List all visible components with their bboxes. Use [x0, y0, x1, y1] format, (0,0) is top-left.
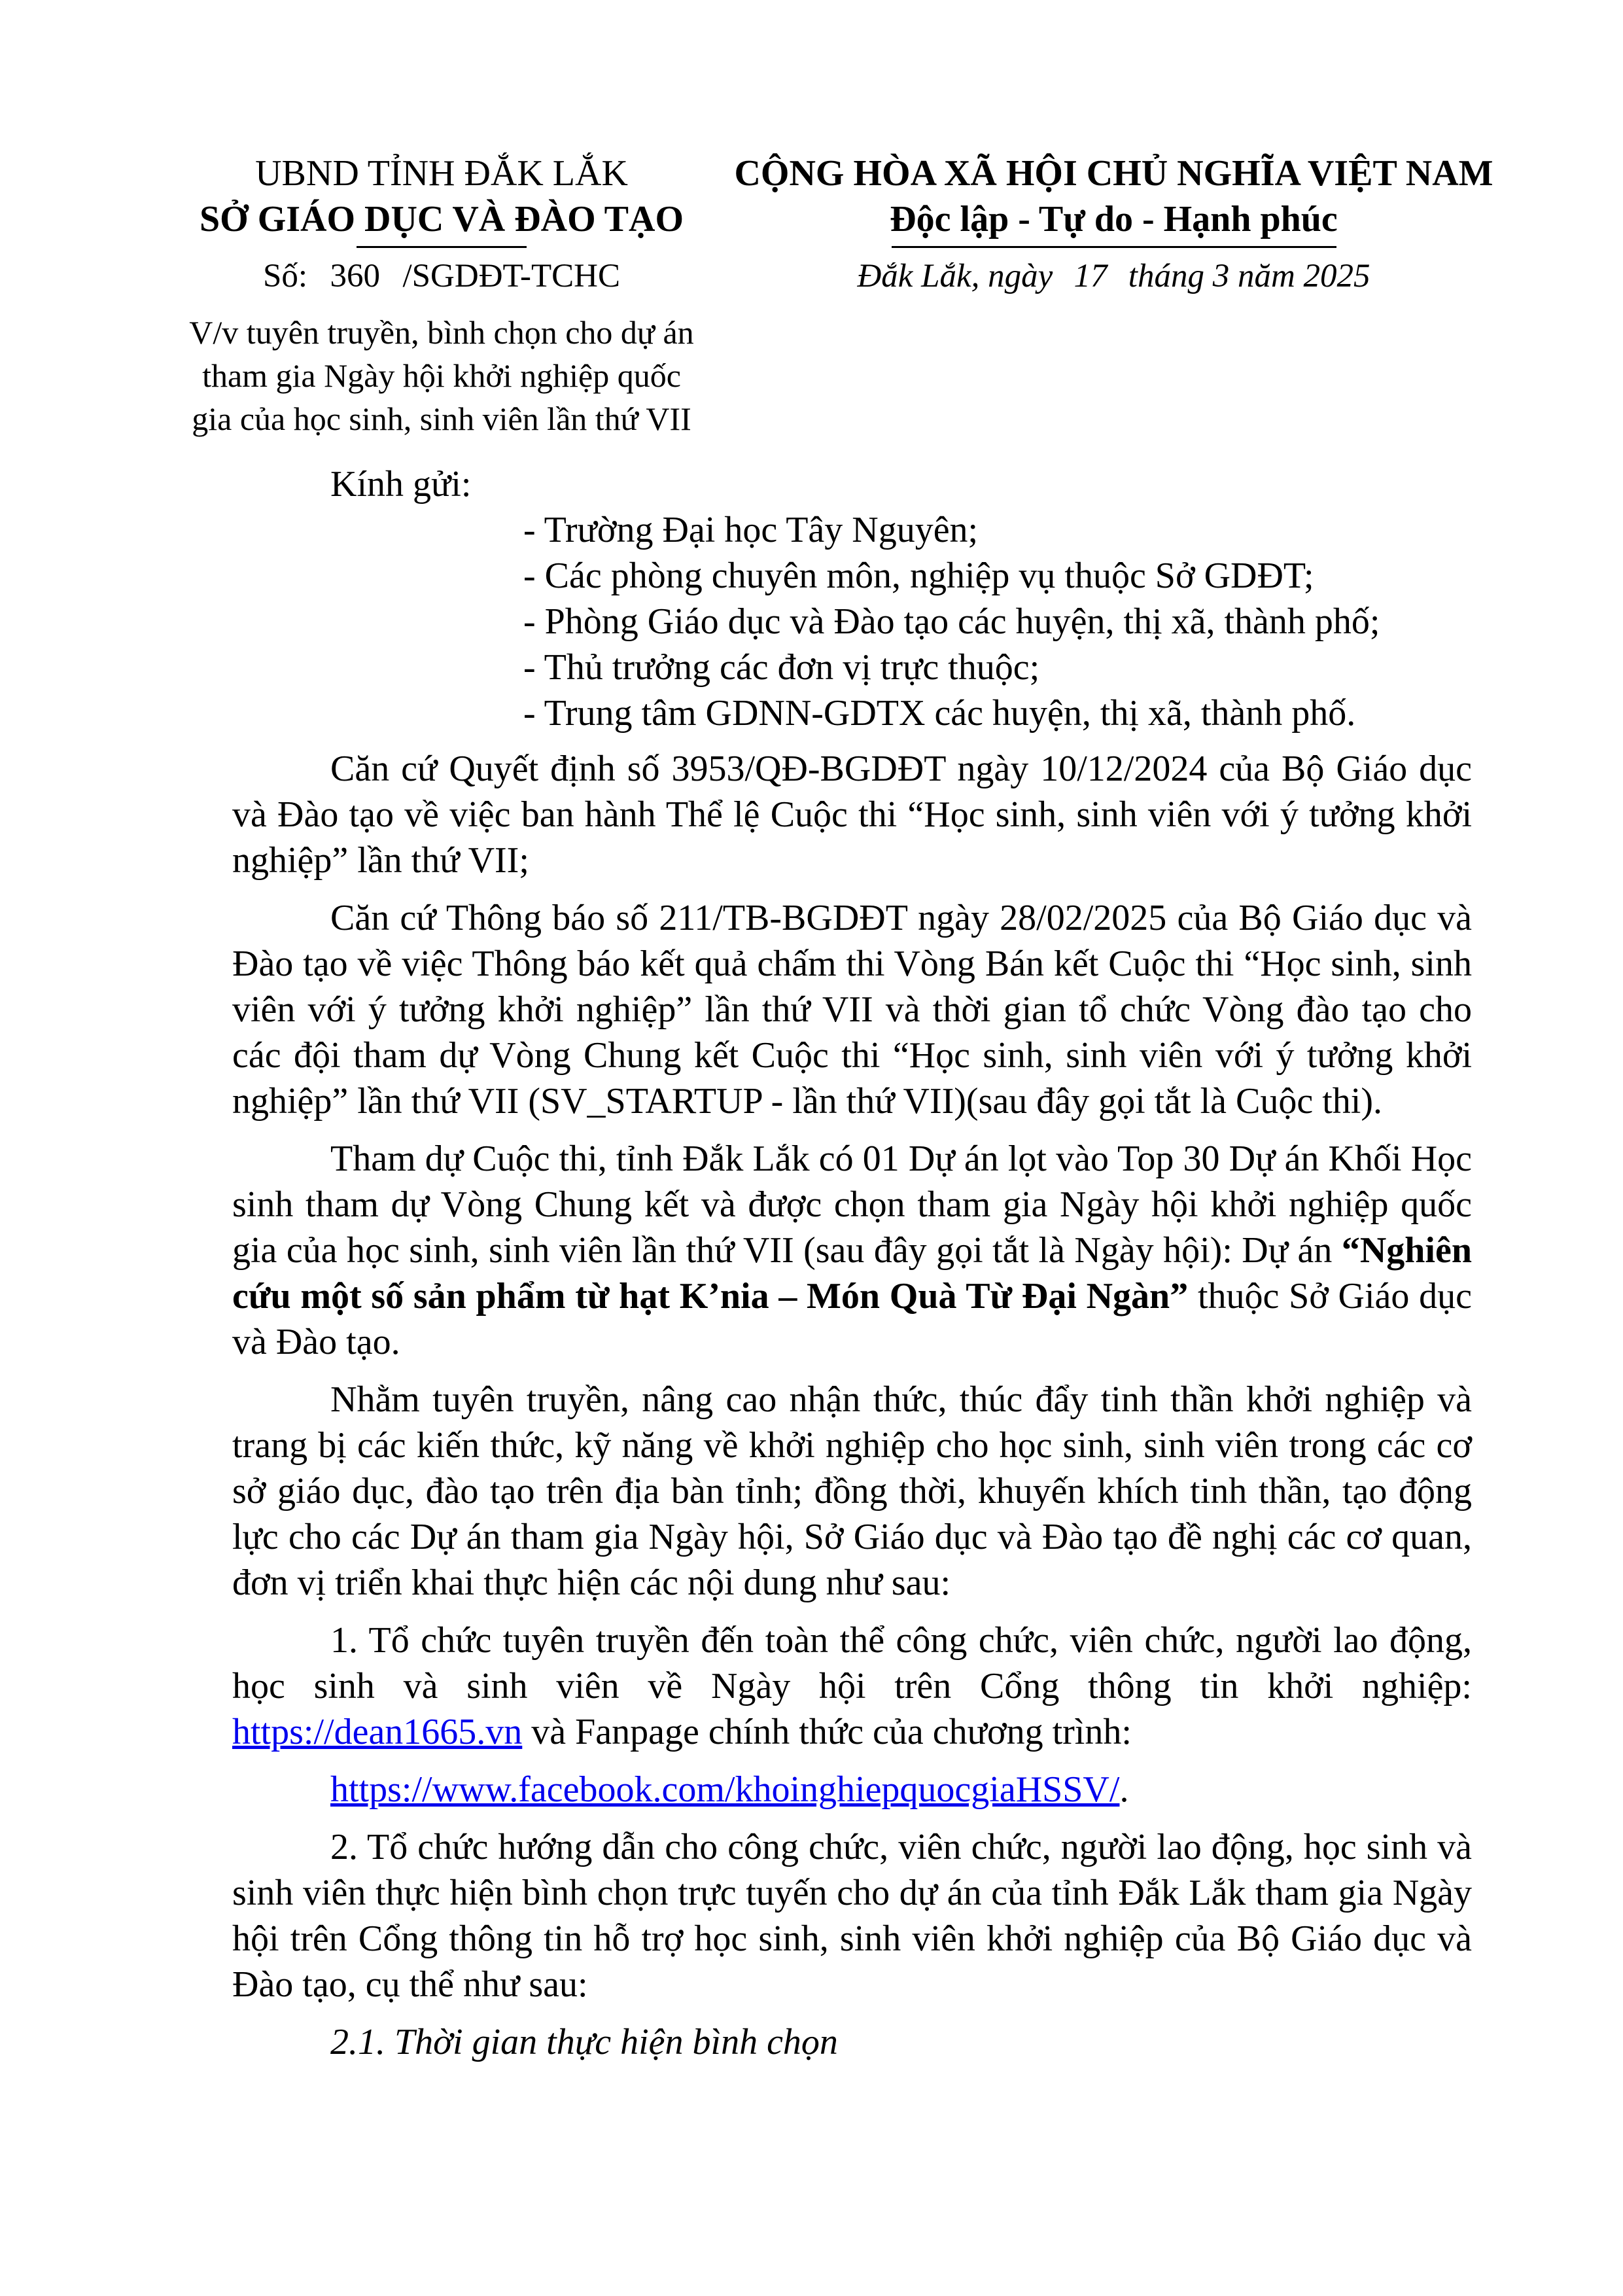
national-motto: Độc lập - Tự do - Hạnh phúc [890, 199, 1338, 239]
issuing-authority-block [131, 150, 752, 440]
recipient-item: - Thủ trưởng các đơn vị trực thuộc; [523, 647, 1040, 688]
issue-place: Đắk Lắk, ngày [857, 258, 1053, 294]
project-paragraph [232, 1136, 1472, 1365]
document-number-value: 360 [330, 258, 381, 294]
document-subject [131, 311, 752, 440]
item-2-paragraph: 2. Tổ chức hướng dẫn cho công chức, viên chức, người lao động, học sinh và sinh viên thực hiện bình chọn trực tuyến cho dự án của tỉnh Đắk Lắk tham gia Ngày hội trên Cổng thông tin hỗ trợ học sinh, sinh viên khởi nghiệp của Bộ Giáo dục và Đào tạo, cụ thể như sau: [232, 1827, 1472, 2005]
recipient-item: - Các phòng chuyên môn, nghiệp vụ thuộc Sở GDĐT; [523, 556, 1314, 596]
organization-name: SỞ GIÁO DỤC VÀ ĐÀO TẠO [199, 199, 684, 239]
issue-date [723, 253, 1505, 299]
item-1-text-end: và Fanpage chính thức của chương trình: [531, 1712, 1132, 1752]
subject-line: gia của học sinh, sinh viên lần thứ VII [192, 400, 691, 437]
purpose-paragraph: Nhằm tuyên truyền, nâng cao nhận thức, thúc đẩy tinh thần khởi nghiệp và trang bị các kiến thức, kỹ năng về khởi nghiệp cho học sinh, sinh viên trong các cơ sở giáo dục, đào tạo trên địa bàn tỉnh; đồng thời, khuyến khích tinh thần, tạo động lực cho các Dự án tham gia Ngày hội, Sở Giáo dục và Đào tạo đề nghị các cơ quan, đơn vị triển khai thực hiện các nội dung như sau: [232, 1379, 1472, 1603]
project-owner-text: thuộc Sở Giáo dục và Đào tạo. [232, 1276, 1472, 1362]
legal-basis-paragraph: Căn cứ Thông báo số 211/TB-BGDĐT ngày 28/02/2025 của Bộ Giáo dục và Đào tạo về việc Thông báo kết quả chấm thi Vòng Bán kết Cuộc thi “Học sinh, sinh viên với ý tưởng khởi nghiệp” lần thứ VII và thời gian tổ chức Vòng đào tạo cho các đội tham dự Vòng Chung kết Cuộc thi “Học sinh, sinh viên với ý tưởng khởi nghiệp” lần thứ VII (SV_STARTUP - lần thứ VII)(sau đây gọi tắt là Cuộc thi). [232, 898, 1472, 1122]
item-2-1-heading: 2.1. Thời gian thực hiện bình chọn [330, 2022, 838, 2062]
issue-day: 17 [1073, 258, 1108, 294]
subject-line: V/v tuyên truyền, bình chọn cho dự án [189, 314, 694, 351]
document-number-suffix: /SGDĐT-TCHC [402, 258, 621, 294]
recipient-item: - Trung tâm GDNN-GDTX các huyện, thị xã, thành phố. [523, 693, 1356, 733]
subject-line: tham gia Ngày hội khởi nghiệp quốc [202, 357, 681, 394]
organization-underline [357, 246, 527, 248]
legal-basis-paragraph: Căn cứ Quyết định số 3953/QĐ-BGDĐT ngày 10/12/2024 của Bộ Giáo dục và Đào tạo về việc ban hành Thể lệ Cuộc thi “Học sinh, sinh viên với ý tưởng khởi nghiệp” lần thứ VII; [232, 749, 1472, 881]
document-number [131, 253, 752, 299]
recipient-item: - Phòng Giáo dục và Đào tạo các huyện, thị xã, thành phố; [523, 601, 1380, 642]
recipient-list [523, 507, 1380, 736]
recipient-item: - Trường Đại học Tây Nguyên; [523, 510, 979, 550]
facebook-link-line [232, 1767, 1472, 1812]
project-intro-text: Tham dự Cuộc thi, tỉnh Đắk Lắk có 01 Dự án lọt vào Top 30 Dự án Khối Học sinh tham dự Vòng Chung kết và được chọn tham gia Ngày hội khởi nghiệp quốc gia của học sinh, sinh viên lần thứ VII (sau đây gọi tắt là Ngày hội): Dự án [232, 1139, 1472, 1271]
salutation: Kính gửi: [330, 464, 472, 504]
facebook-link-period: . [1119, 1769, 1129, 1810]
motto-underline [892, 246, 1336, 248]
facebook-fanpage-link[interactable]: https://www.facebook.com/khoinghiepquocgiaHSSV/ [330, 1769, 1120, 1810]
national-header-block [723, 150, 1505, 299]
nation-name: CỘNG HÒA XÃ HỘI CHỦ NGHĨA VIỆT NAM [734, 153, 1493, 194]
document-number-prefix: Số: [262, 258, 308, 294]
project-title: “Nghiên cứu một số sản phẩm từ hạt K’nia – Món Quà Từ Đại Ngàn” [232, 1230, 1472, 1316]
item-1-text: 1. Tổ chức tuyên truyền đến toàn thể công chức, viên chức, người lao động, học sinh và sinh viên về Ngày hội trên Cổng thông tin khởi nghiệp: [232, 1620, 1472, 1706]
document-body [232, 746, 1472, 2065]
issue-month-year: tháng 3 năm 2025 [1128, 258, 1370, 294]
item-1-paragraph [232, 1617, 1472, 1755]
parent-organization: UBND TỈNH ĐẮK LẮK [255, 153, 628, 194]
dean1665-link[interactable]: https://dean1665.vn [232, 1712, 523, 1752]
